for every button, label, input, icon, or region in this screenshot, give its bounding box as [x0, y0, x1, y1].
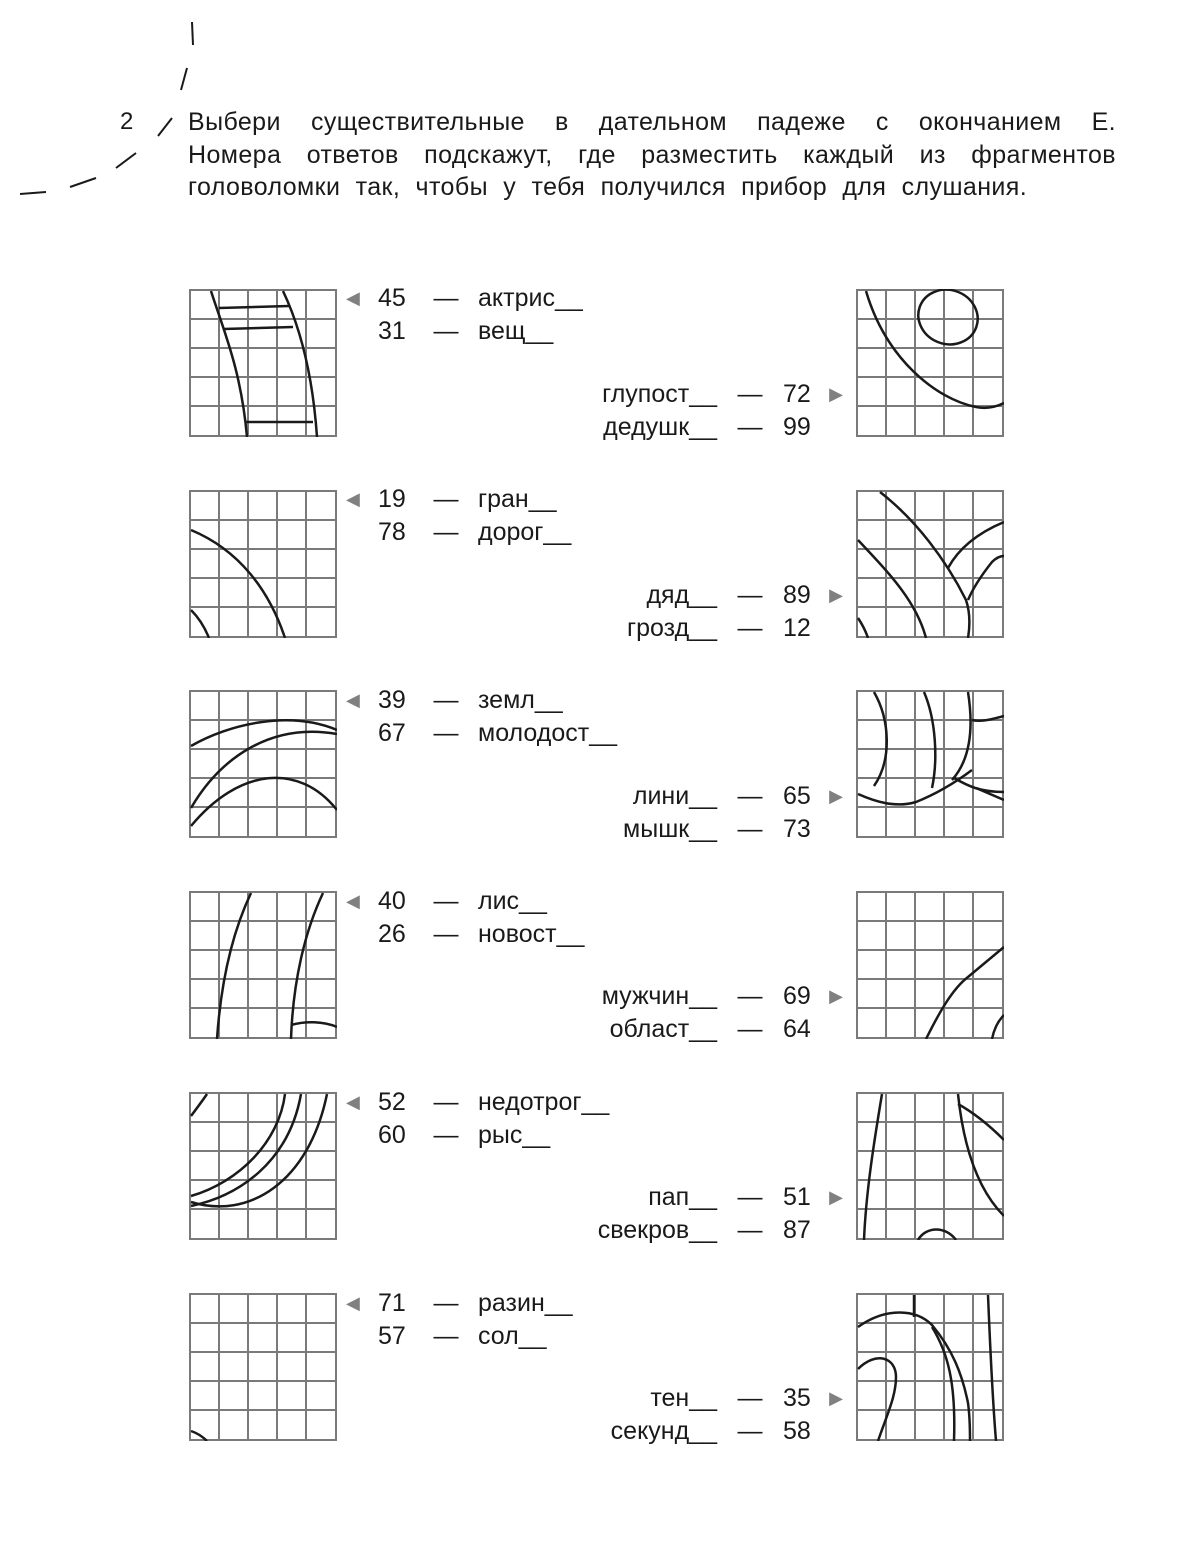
- puzzle-fragment-right-3: [856, 690, 1004, 838]
- puzzle-fragment-right-6: [856, 1293, 1004, 1441]
- right-words-2: [627, 579, 843, 645]
- arrow-right-icon: ▶: [829, 1187, 843, 1207]
- arrow-right-icon: ▶: [829, 585, 843, 605]
- left-words-1: [346, 282, 583, 348]
- list-item: мышк__ — 73: [623, 815, 811, 843]
- list-item: дедушк__ — 99: [603, 413, 811, 441]
- list-item: тен__ — 35 ▶: [611, 1382, 843, 1415]
- list-item: 78 — дорог__: [378, 518, 572, 546]
- puzzle-fragment-left-5: [189, 1092, 337, 1240]
- arrow-left-icon: ◀: [346, 288, 360, 308]
- list-item: ◀ 19 — гран__: [346, 483, 571, 516]
- arrow-left-icon: ◀: [346, 690, 360, 710]
- puzzle-fragment-right-5: [856, 1092, 1004, 1240]
- puzzle-fragment-left-4: [189, 891, 337, 1039]
- puzzle-fragment-left-6: [189, 1293, 337, 1441]
- puzzle-fragment-left-1: [189, 289, 337, 437]
- right-words-4: [602, 980, 843, 1046]
- puzzle-fragment-right-2: [856, 490, 1004, 638]
- right-words-1: [602, 378, 843, 444]
- left-words-4: [346, 885, 584, 951]
- arrow-right-icon: ▶: [829, 384, 843, 404]
- right-words-6: [611, 1382, 843, 1448]
- list-item: грозд__ — 12: [627, 614, 811, 642]
- arrow-left-icon: ◀: [346, 891, 360, 911]
- arrow-right-icon: ▶: [829, 786, 843, 806]
- list-item: ◀ 45 — актрис__: [346, 282, 583, 315]
- list-item: област__ — 64: [609, 1015, 811, 1043]
- puzzle-fragment-right-4: [856, 891, 1004, 1039]
- arrow-right-icon: ▶: [829, 1388, 843, 1408]
- list-item: пап__ — 51 ▶: [598, 1181, 843, 1214]
- left-words-3: [346, 684, 617, 750]
- arrow-left-icon: ◀: [346, 1092, 360, 1112]
- list-item: ◀ 40 — лис__: [346, 885, 584, 918]
- list-item: 60 — рыс__: [378, 1121, 551, 1149]
- task-instructions: Выбери существительные в дательном падеже с окончанием Е. Номера ответов подскажут, где разместить каждый из фрагментов головоломки так, чтобы у тебя получился прибор для слушания.: [188, 108, 1116, 201]
- puzzle-fragment-left-3: [189, 690, 337, 838]
- list-item: 31 — вещ__: [378, 317, 554, 345]
- task-number: 2: [120, 108, 134, 135]
- list-item: свекров__ — 87: [597, 1216, 811, 1244]
- arrow-left-icon: ◀: [346, 1293, 360, 1313]
- list-item: секунд__ — 58: [610, 1417, 811, 1445]
- list-item: ◀ 39 — земл__: [346, 684, 617, 717]
- puzzle-fragment-left-2: [189, 490, 337, 638]
- list-item: ◀ 71 — разин__: [346, 1287, 573, 1320]
- right-words-5: [598, 1181, 843, 1247]
- left-words-2: [346, 483, 571, 549]
- left-words-6: [346, 1287, 573, 1353]
- list-item: 67 — молодост__: [378, 719, 618, 747]
- list-item: мужчин__ — 69 ▶: [602, 980, 843, 1013]
- arrow-left-icon: ◀: [346, 489, 360, 509]
- right-words-3: [623, 780, 843, 846]
- left-words-5: [346, 1086, 609, 1152]
- list-item: 57 — сол__: [378, 1322, 547, 1350]
- list-item: 26 — новост__: [378, 920, 585, 948]
- list-item: глупост__ — 72 ▶: [602, 378, 843, 411]
- list-item: лини__ — 65 ▶: [623, 780, 843, 813]
- list-item: ◀ 52 — недотрог__: [346, 1086, 609, 1119]
- arrow-right-icon: ▶: [829, 986, 843, 1006]
- puzzle-fragment-right-1: [856, 289, 1004, 437]
- list-item: дяд__ — 89 ▶: [627, 579, 843, 612]
